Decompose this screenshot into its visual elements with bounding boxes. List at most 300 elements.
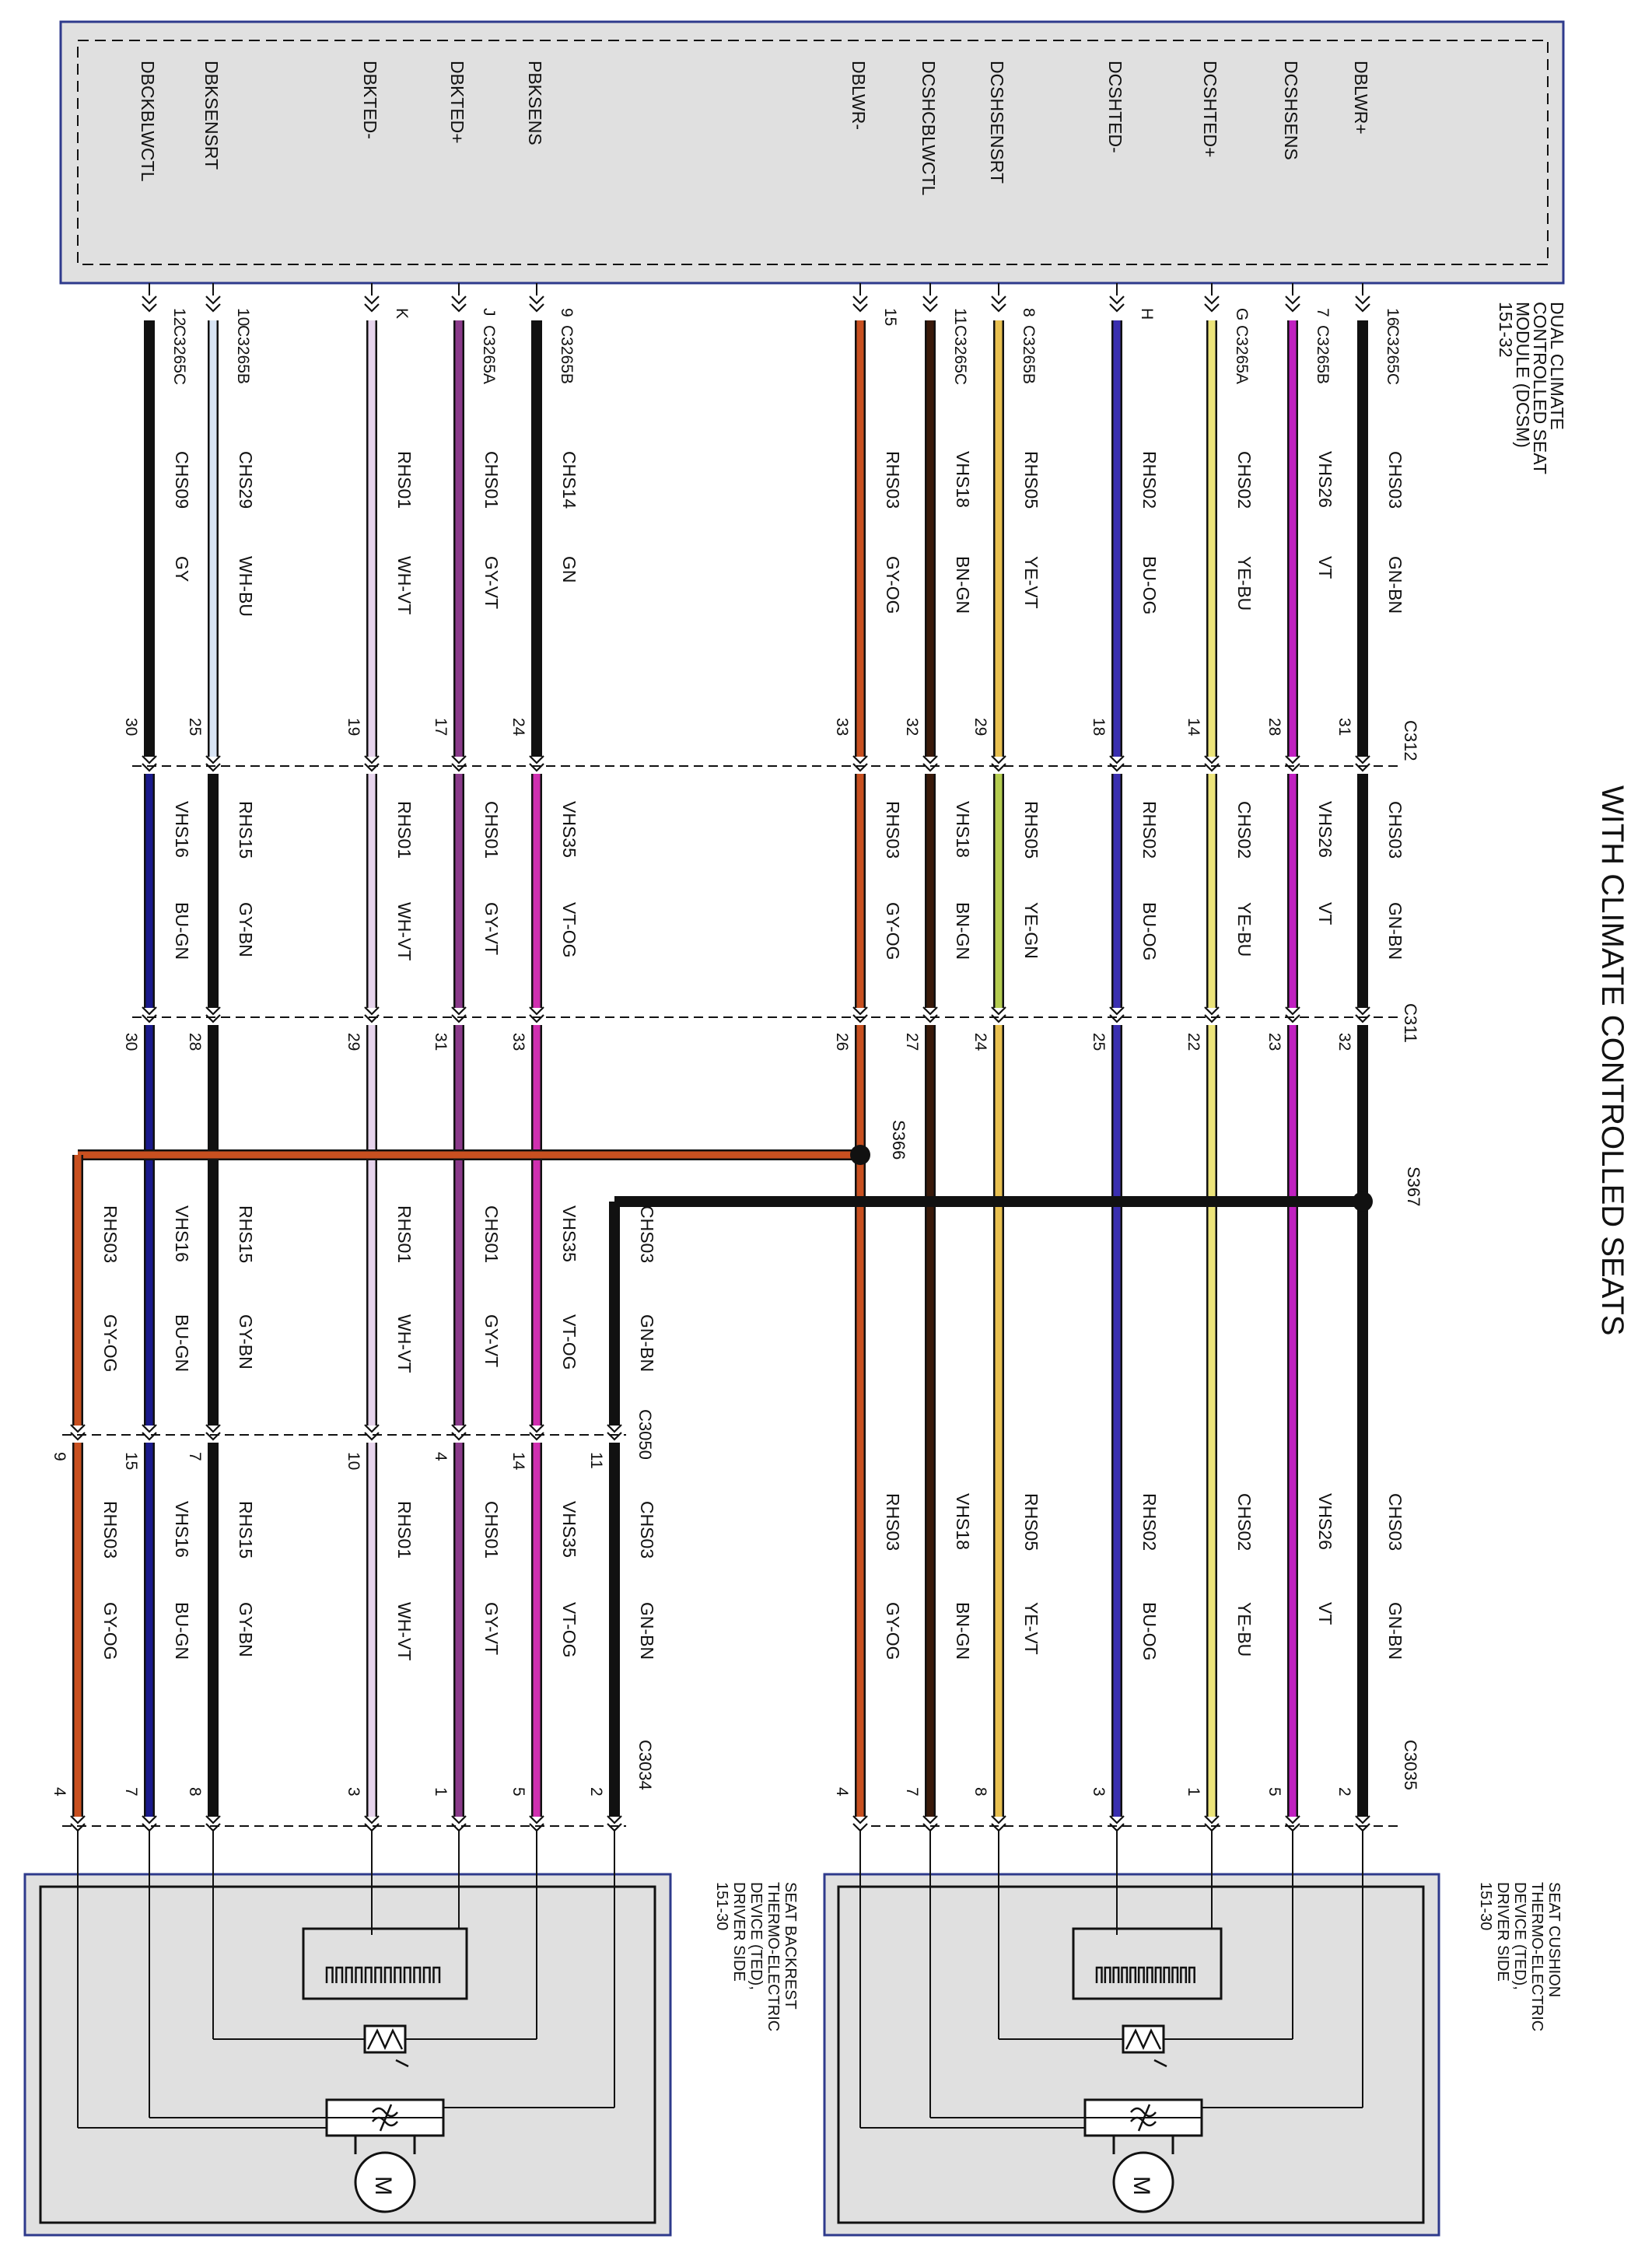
c312-label: C312 bbox=[1401, 720, 1420, 761]
module-connector: C3265B bbox=[234, 325, 252, 384]
color-label: VT-OG bbox=[559, 902, 579, 958]
color-label: GN-BN bbox=[637, 1602, 657, 1660]
chevron-b3 bbox=[365, 756, 379, 771]
chevron-w6 bbox=[923, 1007, 937, 1022]
c3035-label: C3035 bbox=[1401, 1740, 1420, 1790]
signal-name: DBCKBLWCTL bbox=[138, 61, 158, 182]
chevron-b1 bbox=[530, 756, 544, 771]
color-label: GY-VT bbox=[481, 556, 502, 610]
signal-name: DBLWR- bbox=[849, 61, 869, 131]
wire-b1-s2 bbox=[534, 774, 541, 1008]
backrest-label-line: 151-30 bbox=[713, 1882, 730, 1931]
pin-number: 5 bbox=[1265, 1787, 1283, 1796]
module-connector: C3265B bbox=[1314, 325, 1332, 384]
circuit-label: CHS02 bbox=[1234, 451, 1255, 509]
pin-number: 19 bbox=[345, 718, 362, 736]
chevron-w5 bbox=[992, 1816, 1006, 1831]
branch-gnd-horizontal bbox=[614, 1198, 1363, 1205]
chevron-b1 bbox=[530, 1816, 544, 1831]
wire-b1-s1 bbox=[534, 320, 541, 757]
color-label: VT-OG bbox=[559, 1602, 579, 1658]
wire-w7-s1 bbox=[857, 320, 864, 757]
chevron-w4 bbox=[1110, 1816, 1124, 1831]
chevron-w6 bbox=[923, 756, 937, 771]
chevron-b5 bbox=[142, 1007, 156, 1022]
color-label: GN-BN bbox=[637, 1314, 657, 1373]
module-pin: 9 bbox=[558, 308, 576, 317]
pin-number: 8 bbox=[186, 1787, 204, 1796]
module-pin: 8 bbox=[1020, 308, 1038, 317]
chevron-b1 bbox=[530, 1425, 544, 1440]
pin-number: 26 bbox=[833, 1033, 851, 1051]
signal-name: DCSHSENSRT bbox=[987, 61, 1007, 184]
chevron-w7 bbox=[853, 756, 867, 771]
pin-number: 28 bbox=[1265, 718, 1283, 736]
pin-number: 33 bbox=[509, 1033, 527, 1051]
module-pin: 16 bbox=[1384, 308, 1402, 327]
signal-name: DCSHCBLWCTL bbox=[919, 61, 939, 196]
dcsm-module-label bbox=[1496, 302, 1567, 474]
module-connector: C3265C bbox=[1384, 325, 1402, 386]
wire-b2-s3 bbox=[456, 1025, 463, 1426]
module-pin: 10 bbox=[234, 308, 252, 327]
pin-number: 24 bbox=[971, 1033, 989, 1051]
wire-b3-s2 bbox=[369, 774, 376, 1008]
wire-b3-s3 bbox=[369, 1025, 376, 1426]
chevron-w6 bbox=[923, 1816, 937, 1831]
pin-number: 4 bbox=[51, 1787, 68, 1796]
circuit-label: VHS26 bbox=[1315, 1493, 1335, 1550]
pin-number: 10 bbox=[345, 1452, 362, 1471]
module-pin: G bbox=[1233, 308, 1251, 321]
branch-gnd-s3 bbox=[611, 1202, 618, 1426]
color-label: GY-OG bbox=[100, 1314, 121, 1373]
wire-b4-s4 bbox=[210, 1443, 217, 1817]
circuit-label: CHS03 bbox=[1385, 801, 1405, 859]
color-label: WH-BU bbox=[236, 556, 256, 617]
chevron-gnd bbox=[607, 1816, 621, 1831]
backrest-label-line: SEAT BACKREST bbox=[782, 1882, 799, 2010]
circuit-label: VHS16 bbox=[172, 1501, 192, 1558]
pin-number: 3 bbox=[1090, 1787, 1108, 1796]
s366-splice bbox=[889, 1120, 908, 1160]
chevron-b5 bbox=[142, 1816, 156, 1831]
chevron-w2 bbox=[1286, 296, 1300, 311]
color-label: GY-OG bbox=[883, 902, 903, 960]
pin-number: 32 bbox=[903, 718, 921, 736]
circuit-label: RHS02 bbox=[1139, 451, 1160, 509]
color-label: BU-GN bbox=[172, 902, 192, 960]
circuit-label: VHS18 bbox=[953, 451, 973, 508]
circuit-label: RHS03 bbox=[883, 801, 903, 859]
module-connector: C3265B bbox=[1020, 325, 1038, 384]
color-label: YE-BU bbox=[1234, 556, 1255, 611]
wire-b5-s2 bbox=[146, 774, 153, 1008]
pin-number: 3 bbox=[345, 1787, 362, 1796]
wire-b1-s3 bbox=[534, 1025, 541, 1426]
color-label: BN-GN bbox=[953, 556, 973, 614]
wire-w6-s1 bbox=[927, 320, 934, 757]
pin-number: 17 bbox=[432, 718, 450, 736]
pin-number: 25 bbox=[1090, 1033, 1108, 1051]
chevron-b3 bbox=[365, 1816, 379, 1831]
color-label: BU-GN bbox=[172, 1314, 192, 1373]
cushion-motor-symbol: M bbox=[1129, 2176, 1154, 2195]
color-label: WH-VT bbox=[394, 556, 415, 615]
chevron-w5 bbox=[992, 296, 1006, 311]
chevron-w5 bbox=[992, 1007, 1006, 1022]
color-label: YE-VT bbox=[1021, 556, 1041, 609]
circuit-label: VHS35 bbox=[559, 1205, 579, 1262]
pin-number: 7 bbox=[186, 1452, 204, 1461]
circuit-label: CHS01 bbox=[481, 451, 502, 509]
circuit-label: VHS16 bbox=[172, 1205, 192, 1262]
circuit-label: RHS02 bbox=[1139, 801, 1160, 859]
module-pin: 7 bbox=[1314, 308, 1332, 317]
wire-w1-s2 bbox=[1360, 774, 1367, 1008]
circuit-label: CHS29 bbox=[236, 451, 256, 509]
color-label: WH-VT bbox=[394, 1314, 415, 1373]
color-label: BU-OG bbox=[1139, 556, 1160, 615]
wire-w4-s2 bbox=[1114, 774, 1121, 1008]
wire-b3-s1 bbox=[369, 320, 376, 757]
module-label-line: CONTROLLED SEAT bbox=[1530, 302, 1550, 474]
pin-number: 28 bbox=[186, 1033, 204, 1051]
dcsm-module-box bbox=[61, 22, 1563, 283]
circuit-label: RHS01 bbox=[394, 1501, 415, 1559]
backrest-label-line: DEVICE (TED), bbox=[747, 1882, 765, 1990]
chevron-w3 bbox=[1205, 756, 1219, 771]
wire-b5-s4 bbox=[146, 1443, 153, 1817]
chevron-w1 bbox=[1356, 756, 1370, 771]
chevron-b2 bbox=[452, 296, 466, 311]
circuit-label: RHS15 bbox=[236, 801, 256, 859]
signal-name: DCSHSENS bbox=[1281, 61, 1301, 160]
wire-w3-s3 bbox=[1209, 1025, 1216, 1817]
wire-b1-s4 bbox=[534, 1443, 541, 1817]
wire-b3-s4 bbox=[369, 1443, 376, 1817]
signal-name: PBKSENS bbox=[525, 61, 545, 145]
signal-name: DCSHTED+ bbox=[1200, 61, 1220, 158]
circuit-label: CHS09 bbox=[172, 451, 192, 509]
module-connector: C3265C bbox=[170, 325, 188, 386]
color-label: GN-BN bbox=[1385, 556, 1405, 614]
chevron-w5 bbox=[992, 756, 1006, 771]
circuit-label: VHS18 bbox=[953, 801, 973, 858]
chevron-w2 bbox=[1286, 1007, 1300, 1022]
pin-number: 5 bbox=[509, 1787, 527, 1796]
wire-w5-s1 bbox=[996, 320, 1003, 757]
s367-dot bbox=[1353, 1191, 1373, 1212]
branch-rhs03-s3 bbox=[75, 1155, 82, 1426]
module-pin: 15 bbox=[881, 308, 899, 327]
color-label: BU-OG bbox=[1139, 1602, 1160, 1661]
s367-label: S367 bbox=[1404, 1167, 1423, 1207]
wire-w4-s1 bbox=[1114, 320, 1121, 757]
cushion-label-line: THERMO-ELECTRIC bbox=[1528, 1882, 1545, 2032]
c3034-label: C3034 bbox=[635, 1740, 655, 1790]
circuit-label: CHS03 bbox=[1385, 1493, 1405, 1552]
circuit-label: RHS03 bbox=[100, 1205, 121, 1264]
circuit-label: RHS03 bbox=[883, 1493, 903, 1552]
wire-w5-s3 bbox=[996, 1025, 1003, 1817]
color-label: BU-OG bbox=[1139, 902, 1160, 961]
chevron-w7 bbox=[853, 1816, 867, 1831]
pin-number: 4 bbox=[432, 1452, 450, 1461]
color-label: VT-OG bbox=[559, 1314, 579, 1370]
wire-b4-s1 bbox=[210, 320, 217, 757]
pin-number: 7 bbox=[903, 1787, 921, 1796]
circuit-label: RHS01 bbox=[394, 451, 415, 509]
circuit-label: VHS16 bbox=[172, 801, 192, 858]
signal-name: DBKTED+ bbox=[447, 61, 467, 144]
wire-w2-s1 bbox=[1290, 320, 1297, 757]
color-label: WH-VT bbox=[394, 902, 415, 961]
pin-number: 33 bbox=[833, 718, 851, 736]
wire-w2-s3 bbox=[1290, 1025, 1297, 1817]
chevron-w4 bbox=[1110, 1007, 1124, 1022]
module-pin: 11 bbox=[951, 308, 969, 325]
chevron-w4 bbox=[1110, 296, 1124, 311]
pin-number: 24 bbox=[509, 718, 527, 736]
circuit-label: VHS18 bbox=[953, 1493, 973, 1550]
pin-number: 29 bbox=[345, 1033, 362, 1051]
chevron-w1 bbox=[1356, 296, 1370, 311]
chevron-b4 bbox=[206, 756, 220, 771]
circuit-label: RHS03 bbox=[883, 451, 903, 509]
branch-rhs03-s4 bbox=[75, 1443, 82, 1817]
color-label: BN-GN bbox=[953, 902, 973, 960]
signal-name: DBKSENSRT bbox=[201, 61, 222, 170]
color-label: YE-VT bbox=[1021, 1602, 1041, 1655]
pin-number: 31 bbox=[432, 1033, 450, 1051]
module-label-line: DUAL CLIMATE bbox=[1547, 302, 1567, 430]
module-pin: J bbox=[480, 308, 498, 317]
color-label: GN bbox=[559, 556, 579, 583]
color-label: VT bbox=[1315, 902, 1335, 925]
color-label: WH-VT bbox=[394, 1602, 415, 1661]
circuit-label: RHS05 bbox=[1021, 801, 1041, 859]
chevron-b5 bbox=[142, 756, 156, 771]
s367-splice bbox=[1404, 1167, 1423, 1206]
chevron-b1 bbox=[530, 1007, 544, 1022]
wire-w5-s2 bbox=[996, 774, 1003, 1008]
signal-name: DBLWR+ bbox=[1351, 61, 1371, 135]
chevron-w1 bbox=[1356, 1816, 1370, 1831]
wire-w3-s2 bbox=[1209, 774, 1216, 1008]
circuit-label: RHS02 bbox=[1139, 1493, 1160, 1552]
module-label-line: 151-32 bbox=[1496, 302, 1516, 358]
cushion-label-line: 151-30 bbox=[1477, 1882, 1494, 1931]
cushion-label-line: SEAT CUSHION bbox=[1545, 1882, 1563, 1998]
module-pin: 12 bbox=[170, 308, 188, 327]
wire-b4-s2 bbox=[210, 774, 217, 1008]
wire-b2-s2 bbox=[456, 774, 463, 1008]
wire-b5-s1 bbox=[146, 320, 153, 757]
circuit-label: CHS03 bbox=[637, 1501, 657, 1559]
signal-name: DCSHTED- bbox=[1105, 61, 1125, 153]
pin-number: 2 bbox=[587, 1787, 605, 1796]
cushion-label-line: DRIVER SIDE bbox=[1494, 1882, 1511, 1982]
pin-number: 29 bbox=[971, 718, 989, 736]
cushion-ted-label bbox=[1477, 1882, 1563, 2031]
circuit-label: RHS01 bbox=[394, 801, 415, 859]
chevron-rhs03 bbox=[71, 1816, 85, 1831]
circuit-label: CHS02 bbox=[1234, 801, 1255, 859]
pin-number: 11 bbox=[587, 1452, 605, 1469]
color-label: VT bbox=[1315, 556, 1335, 579]
pin-number: 30 bbox=[122, 1033, 140, 1051]
color-label: GY-OG bbox=[100, 1602, 121, 1660]
pin-number: 25 bbox=[186, 718, 204, 736]
chevron-b5 bbox=[142, 296, 156, 311]
chevron-w3 bbox=[1205, 1007, 1219, 1022]
wire-w2-s2 bbox=[1290, 774, 1297, 1008]
module-pin: K bbox=[393, 308, 411, 320]
wire-w7-s3 bbox=[857, 1025, 864, 1817]
chevron-gnd bbox=[607, 1425, 621, 1440]
color-label: BN-GN bbox=[953, 1602, 973, 1660]
wire-b4-s3 bbox=[210, 1025, 217, 1426]
chevron-b2 bbox=[452, 1425, 466, 1440]
chevron-b3 bbox=[365, 296, 379, 311]
circuit-label: VHS26 bbox=[1315, 451, 1335, 508]
wire-w6-s2 bbox=[927, 774, 934, 1008]
cushion-label-line: DEVICE (TED), bbox=[1511, 1882, 1528, 1990]
pin-number: 1 bbox=[1185, 1787, 1202, 1796]
diagram-title: WITH CLIMATE CONTROLLED SEATS bbox=[1595, 785, 1629, 1336]
backrest-motor-symbol: M bbox=[370, 2176, 396, 2195]
color-label: GY bbox=[172, 556, 192, 582]
wire-w3-s1 bbox=[1209, 320, 1216, 757]
module-label-line: MODULE (DCSM) bbox=[1513, 302, 1533, 448]
circuit-label: CHS03 bbox=[637, 1205, 657, 1264]
pin-number: 14 bbox=[1185, 718, 1202, 736]
chevron-b2 bbox=[452, 756, 466, 771]
pin-number: 2 bbox=[1335, 1787, 1353, 1796]
chevron-b2 bbox=[452, 1007, 466, 1022]
chevron-w4 bbox=[1110, 756, 1124, 771]
pin-number: 1 bbox=[432, 1787, 450, 1796]
chevron-b4 bbox=[206, 1007, 220, 1022]
signal-name: DBKTED- bbox=[360, 61, 380, 139]
c311-label: C311 bbox=[1401, 1003, 1420, 1043]
chevron-w6 bbox=[923, 296, 937, 311]
color-label: YE-GN bbox=[1021, 902, 1041, 959]
pin-number: 22 bbox=[1185, 1033, 1202, 1051]
color-label: YE-BU bbox=[1234, 1602, 1255, 1657]
chevron-w3 bbox=[1205, 296, 1219, 311]
wire-w7-s2 bbox=[857, 774, 864, 1008]
circuit-label: CHS01 bbox=[481, 1205, 502, 1264]
chevron-w1 bbox=[1356, 1007, 1370, 1022]
pin-number: 15 bbox=[122, 1452, 140, 1471]
color-label: GY-BN bbox=[236, 1314, 256, 1370]
chevron-w3 bbox=[1205, 1816, 1219, 1831]
module-connector: C3265A bbox=[480, 325, 498, 384]
circuit-label: RHS15 bbox=[236, 1205, 256, 1264]
wire-w6-s3 bbox=[927, 1025, 934, 1817]
pin-number: 4 bbox=[833, 1787, 851, 1796]
chevron-rhs03 bbox=[71, 1425, 85, 1440]
pin-number: 8 bbox=[971, 1787, 989, 1796]
module-pin: H bbox=[1138, 308, 1156, 320]
color-label: VT bbox=[1315, 1602, 1335, 1625]
color-label: GY-OG bbox=[883, 556, 903, 614]
chevron-b1 bbox=[530, 296, 544, 311]
backrest-label-line: DRIVER SIDE bbox=[730, 1882, 747, 1982]
branch-gnd-s4 bbox=[611, 1443, 618, 1817]
color-label: BU-GN bbox=[172, 1602, 192, 1660]
circuit-label: VHS35 bbox=[559, 1501, 579, 1558]
module-connector: C3265B bbox=[558, 325, 576, 384]
wire-b2-s4 bbox=[456, 1443, 463, 1817]
c3050-label: C3050 bbox=[635, 1409, 655, 1460]
chevron-b5 bbox=[142, 1425, 156, 1440]
color-label: GY-VT bbox=[481, 902, 502, 956]
circuit-label: CHS03 bbox=[1385, 451, 1405, 509]
pin-number: 30 bbox=[122, 718, 140, 736]
chevron-b4 bbox=[206, 1425, 220, 1440]
backrest-label-line: THERMO-ELECTRIC bbox=[765, 1882, 782, 2032]
color-label: GY-VT bbox=[481, 1602, 502, 1656]
color-label: GY-VT bbox=[481, 1314, 502, 1368]
circuit-label: RHS05 bbox=[1021, 1493, 1041, 1552]
pin-number: 31 bbox=[1335, 718, 1353, 736]
chevron-w7 bbox=[853, 296, 867, 311]
circuit-label: RHS03 bbox=[100, 1501, 121, 1559]
color-label: GY-BN bbox=[236, 902, 256, 957]
color-label: GY-BN bbox=[236, 1602, 256, 1657]
color-label: GN-BN bbox=[1385, 902, 1405, 960]
wire-w1-s1 bbox=[1360, 320, 1367, 757]
pin-number: 7 bbox=[122, 1787, 140, 1796]
pin-number: 14 bbox=[509, 1452, 527, 1471]
backrest-ted-label bbox=[713, 1882, 799, 2031]
pin-number: 9 bbox=[51, 1452, 68, 1461]
circuit-label: RHS15 bbox=[236, 1501, 256, 1559]
pin-number: 23 bbox=[1265, 1033, 1283, 1051]
color-label: GY-OG bbox=[883, 1602, 903, 1660]
circuit-label: RHS05 bbox=[1021, 451, 1041, 509]
circuit-label: CHS02 bbox=[1234, 1493, 1255, 1552]
branch-rhs03-horizontal bbox=[78, 1152, 860, 1159]
chevron-w2 bbox=[1286, 756, 1300, 771]
circuit-label: RHS01 bbox=[394, 1205, 415, 1264]
color-label: GN-BN bbox=[1385, 1602, 1405, 1660]
wire-b2-s1 bbox=[456, 320, 463, 757]
pin-number: 18 bbox=[1090, 718, 1108, 736]
chevron-b3 bbox=[365, 1007, 379, 1022]
module-connector: C3265C bbox=[951, 325, 969, 386]
s366-label: S366 bbox=[889, 1120, 908, 1160]
s366-dot bbox=[850, 1145, 870, 1165]
circuit-label: CHS01 bbox=[481, 1501, 502, 1559]
circuit-label: CHS14 bbox=[559, 451, 579, 509]
pin-number: 32 bbox=[1335, 1033, 1353, 1051]
pin-number: 27 bbox=[903, 1033, 921, 1051]
wire-b5-s3 bbox=[146, 1025, 153, 1426]
chevron-w7 bbox=[853, 1007, 867, 1022]
chevron-b3 bbox=[365, 1425, 379, 1440]
circuit-label: VHS26 bbox=[1315, 801, 1335, 858]
chevron-w2 bbox=[1286, 1816, 1300, 1831]
module-connector: C3265A bbox=[1233, 325, 1251, 384]
circuit-label: CHS01 bbox=[481, 801, 502, 859]
wire-w4-s3 bbox=[1114, 1025, 1121, 1817]
chevron-b4 bbox=[206, 296, 220, 311]
color-label: YE-BU bbox=[1234, 902, 1255, 957]
